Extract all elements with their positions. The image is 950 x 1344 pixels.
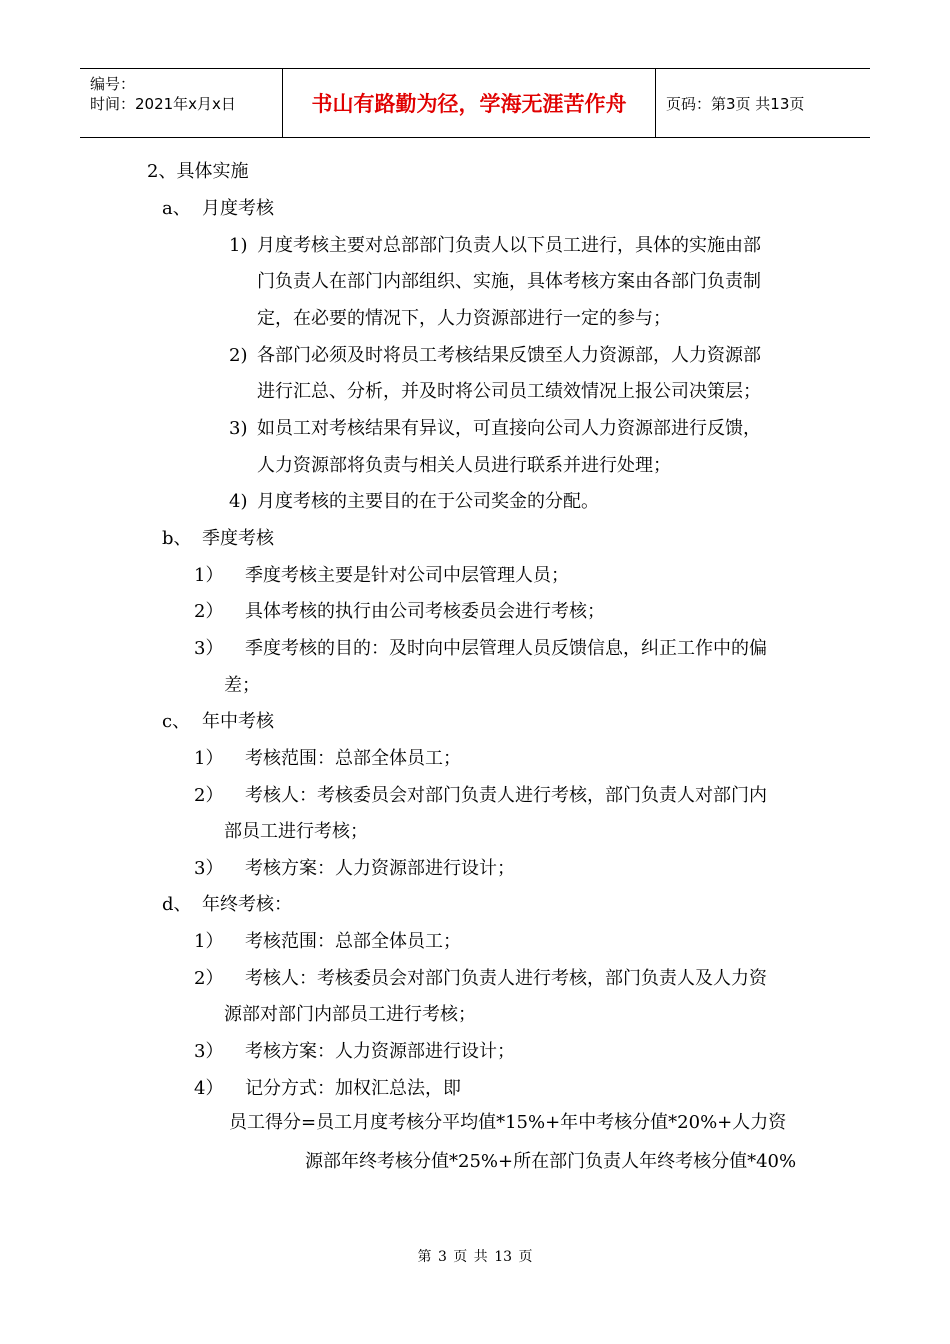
formula-line: 员工得分=员工月度考核分平均值*15%+年中考核分值*20%+人力资 — [229, 1112, 787, 1133]
subsection-title-a: 月度考核 — [202, 198, 274, 219]
item-number: 3） — [194, 638, 224, 659]
subsection-title-c: 年中考核 — [202, 711, 274, 732]
item-number: 1） — [194, 748, 224, 769]
item-text-line: 考核人：考核委员会对部门负责人进行考核，部门负责人对部门内 — [245, 785, 767, 806]
item-number: 3） — [194, 1041, 224, 1062]
header-table — [80, 68, 870, 138]
item-text-line: 考核方案：人力资源部进行设计； — [245, 1041, 515, 1062]
item-number: 1） — [194, 565, 224, 586]
item-text-line: 记分方式：加权汇总法，即 — [245, 1078, 461, 1099]
item-text-line: 月度考核主要对总部部门负责人以下员工进行，具体的实施由部 — [257, 235, 761, 256]
item-text-line: 人力资源部将负责与相关人员进行联系并进行处理； — [257, 455, 671, 476]
subsection-marker-d: d、 — [162, 894, 192, 915]
subsection-title-b: 季度考核 — [202, 528, 274, 549]
item-text-line: 季度考核的目的：及时向中层管理人员反馈信息，纠正工作中的偏 — [245, 638, 767, 659]
item-number: 1） — [194, 931, 224, 952]
document-number-label: 编号： — [90, 75, 136, 93]
header-page-number: 页码：第3页 共13页 — [666, 95, 805, 113]
item-number: 3) — [229, 418, 248, 439]
item-number: 3） — [194, 858, 224, 879]
subsection-marker-a: a、 — [162, 198, 191, 219]
subsection-title-d: 年终考核： — [202, 894, 292, 915]
item-text-line: 各部门必须及时将员工考核结果反馈至人力资源部，人力资源部 — [257, 345, 761, 366]
item-number: 4) — [229, 491, 248, 512]
item-text-line: 部员工进行考核； — [224, 821, 368, 842]
item-number: 4） — [194, 1078, 224, 1099]
item-number: 2） — [194, 785, 224, 806]
item-text-line: 门负责人在部门内部组织、实施，具体考核方案由各部门负责制 — [257, 271, 761, 292]
page-footer: 第 3 页 共 13 页 — [417, 1249, 533, 1265]
item-text-line: 月度考核的主要目的在于公司奖金的分配。 — [257, 491, 599, 512]
item-text-line: 考核范围：总部全体员工； — [245, 931, 461, 952]
item-text-line: 如员工对考核结果有异议，可直接向公司人力资源部进行反馈， — [257, 418, 761, 439]
item-number: 2） — [194, 968, 224, 989]
document-date-label: 时间：2021年x月x日 — [90, 95, 236, 113]
formula-line: 源部年终考核分值*25%+所在部门负责人年终考核分值*40% — [305, 1151, 797, 1172]
item-text-line: 季度考核主要是针对公司中层管理人员； — [245, 565, 569, 586]
subsection-marker-b: b、 — [162, 528, 192, 549]
item-text-line: 考核方案：人力资源部进行设计； — [245, 858, 515, 879]
header-divider — [655, 69, 656, 137]
item-number: 2） — [194, 601, 224, 622]
header-motto: 书山有路勤为径，学海无涯苦作舟 — [311, 92, 627, 116]
item-number: 2) — [229, 345, 248, 366]
item-text-line: 源部对部门内部员工进行考核； — [224, 1004, 476, 1025]
item-number: 1) — [229, 235, 248, 256]
header-info-cell — [80, 69, 282, 137]
subsection-marker-c: c、 — [162, 711, 191, 732]
section-title: 2、具体实施 — [147, 161, 249, 182]
item-text-line: 进行汇总、分析，并及时将公司员工绩效情况上报公司决策层； — [257, 381, 761, 402]
item-text-line: 定，在必要的情况下，人力资源部进行一定的参与； — [257, 308, 671, 329]
item-text-line: 差； — [224, 675, 260, 696]
item-text-line: 考核人：考核委员会对部门负责人进行考核，部门负责人及人力资 — [245, 968, 767, 989]
item-text-line: 具体考核的执行由公司考核委员会进行考核； — [245, 601, 605, 622]
item-text-line: 考核范围：总部全体员工； — [245, 748, 461, 769]
